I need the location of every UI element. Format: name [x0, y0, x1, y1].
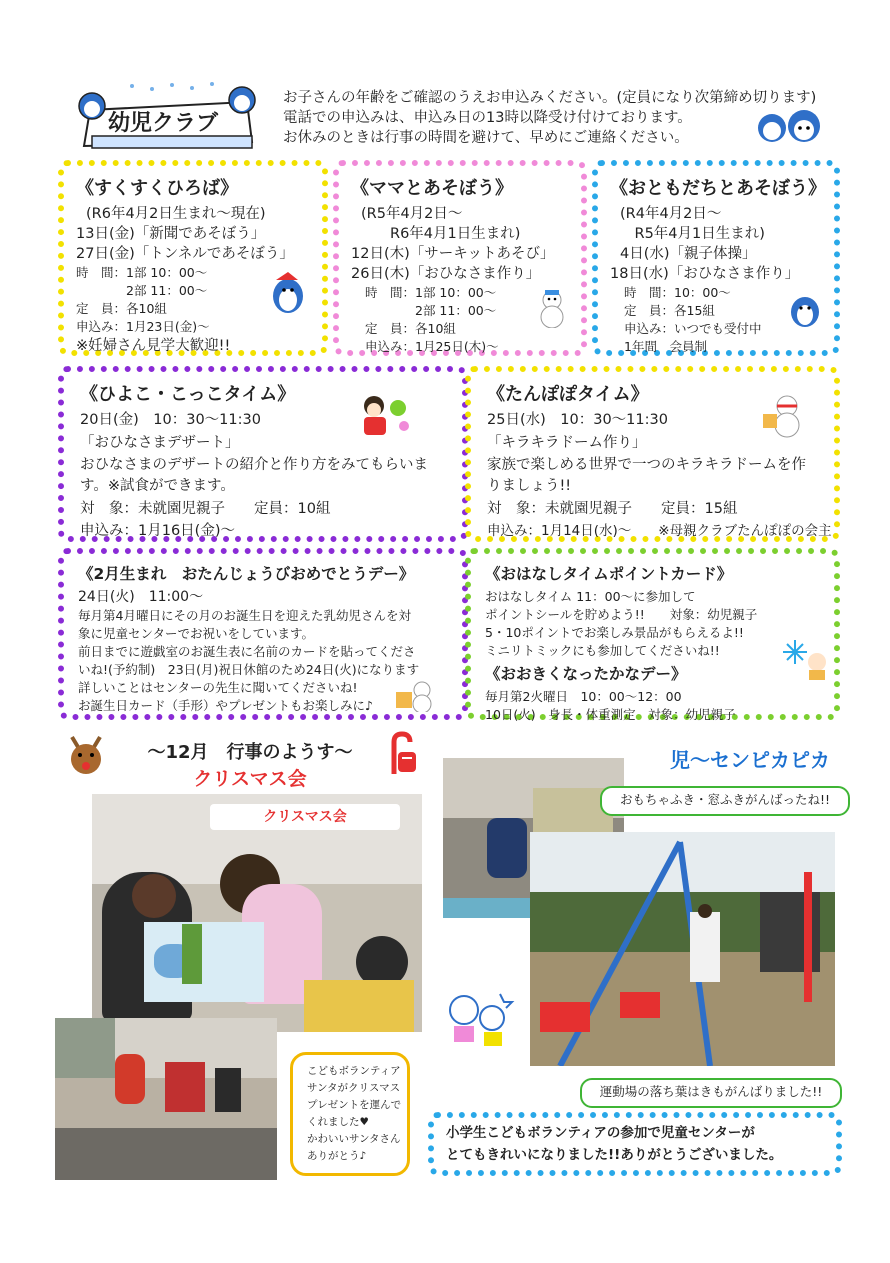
thanks-box	[428, 1112, 842, 1176]
hiyoko-date: 20日(金) 10：30〜11:30	[80, 412, 261, 428]
sukusuku-detail: 申込み：1月23日(金)〜	[76, 319, 210, 334]
hiyoko-title: 《ひよこ・こっこタイム》	[80, 384, 296, 405]
hiyoko-event: 「おひなさまデザート」	[80, 435, 240, 451]
otomodachi-box	[592, 160, 840, 356]
hiyoko-desc: おひなさまのデザートの紹介と作り方をみてもらいます。※試食ができます。	[80, 457, 428, 494]
otomodachi-event: 4日(水)「親子体操」	[620, 246, 757, 262]
tanpopo-box	[465, 366, 840, 542]
otomodachi-detail: 1年間 会員制	[624, 339, 707, 354]
birthday-line: 詳しいことはセンターの先生に聞いてくださいね!	[78, 680, 358, 695]
mama-title: 《ママとあそぼう》	[351, 178, 513, 199]
penguin-icon	[754, 104, 824, 154]
birthday-line: いね!(予約制) 23日(月)祝日休館のため24日(火)になります	[78, 662, 420, 677]
callout-toy-cleaning: おもちゃふき・窓ふきがんばったね!!	[600, 786, 850, 816]
thanks-line: 小学生こどもボランティアの参加で児童センターが	[446, 1125, 755, 1141]
christmas-party-photo	[92, 794, 422, 1032]
mama-age: R6年4月1日生まれ)	[361, 226, 521, 242]
otomodachi-age: R5年4月1日生まれ)	[620, 226, 765, 242]
christmas-banner	[210, 804, 400, 830]
jido-center-title: 児〜センピカピカ	[670, 748, 830, 772]
christmas-banner-text: クリスマス会	[263, 809, 347, 825]
hina-doll-icon	[354, 390, 414, 442]
mama-detail: 定 員：各10組	[365, 321, 456, 336]
bubble-line: かわいいサンタさん	[307, 1133, 401, 1145]
tanpopo-event: 「キラキラドーム作り」	[487, 435, 647, 451]
bubble-line: こどもボランティア	[307, 1065, 401, 1077]
club-logo	[72, 80, 262, 150]
birthday-date: 24日(火) 11:00〜	[78, 589, 204, 605]
santa-photo	[55, 1018, 277, 1180]
mama-detail: 時 間：1部 10：00〜	[365, 285, 497, 300]
callout-leaf-sweeping: 運動場の落ち葉はきもがんばりました!!	[580, 1078, 842, 1108]
thanks-line: とてもきれいになりました!!ありがとうございました。	[446, 1147, 783, 1163]
otomodachi-detail: 申込み：いつでも受付中	[624, 321, 762, 336]
mama-box	[333, 160, 587, 356]
otomodachi-age: (R4年4月2日〜	[620, 206, 722, 222]
ohanashi-box	[465, 548, 840, 720]
santa-bubble	[290, 1052, 410, 1176]
birthday-box	[58, 548, 468, 720]
birthday-line: 象に児童センターでお祝いをしています。	[78, 626, 315, 641]
okiku-line: 10日(火) 身長・体重測定 対象：幼児親子	[485, 707, 736, 722]
snow-child-icon	[783, 632, 829, 686]
tanpopo-desc: 家族で楽しめる世界で一つのキラキラドームを作りましょう!!	[487, 457, 806, 494]
sukusuku-age: (R6年4月2日生まれ〜現在)	[86, 206, 266, 222]
otomodachi-detail: 時 間：10：00〜	[624, 285, 731, 300]
notice-line: お休みのときは行事の時間を避けて、早めにご連絡ください。	[283, 130, 689, 146]
club-title: 幼児クラブ	[108, 111, 219, 136]
tanpopo-apply: 申込み：1月14日(水)〜 ※母親クラブたんぽぽの会主	[487, 523, 832, 539]
okiku-line: 毎月第2火曜日 10：00〜12：00	[485, 689, 682, 704]
cleaning-kids-icon	[440, 984, 520, 1052]
ohanashi-line: おはなしタイム 11：00〜に参加して	[485, 589, 696, 604]
birthday-line: 毎月第4月曜日にその月のお誕生日を迎えた乳幼児さんを対	[78, 608, 411, 623]
ohanashi-title: 《おはなしタイムポイントカード》	[485, 565, 733, 583]
snowman-icon	[761, 392, 807, 442]
penguin-icon	[270, 270, 306, 318]
hiyoko-target: 対 象：未就園児親子 定員：10組	[80, 501, 331, 517]
tanpopo-date: 25日(水) 10：30〜11:30	[487, 412, 668, 428]
sukusuku-title: 《すくすくひろば》	[76, 178, 239, 199]
bubble-line: プレゼントを運んで	[307, 1099, 402, 1111]
otomodachi-detail: 定 員：各15組	[624, 303, 715, 318]
report-heading: 〜12月 行事のようす〜	[147, 742, 353, 763]
sukusuku-detail: 時 間：1部 10：00〜	[76, 265, 208, 280]
hiyoko-box	[58, 366, 468, 542]
sukusuku-event: 13日(金)「新聞であそぼう」	[76, 226, 266, 242]
tanpopo-title: 《たんぽぽタイム》	[487, 384, 649, 405]
sukusuku-box	[58, 160, 328, 356]
mama-event: 12日(木)「サーキットあそび」	[351, 246, 555, 262]
birthday-line: 前日までに遊戯室のお誕生表に名前のカードを貼ってくださ	[78, 644, 416, 659]
reindeer-icon	[62, 733, 110, 783]
otomodachi-event: 18日(水)「おひなさま作り」	[610, 266, 800, 282]
notice-line: 電話での申込みは、申込み日の13時以降受け付けております。	[283, 110, 692, 126]
mama-detail: 2部 11：00〜	[365, 303, 497, 318]
notice-line: お子さんの年齢をご確認のうえお申込みください。(定員になり次第締め切ります)	[283, 90, 817, 106]
snowman-icon	[535, 288, 569, 332]
mama-event: 26日(木)「おひなさま作り」	[351, 266, 541, 282]
ohanashi-line: 5・10ポイントでお楽しみ景品がもらえるよ!!	[485, 625, 744, 640]
otomodachi-title: 《おともだちとあそぼう》	[610, 178, 826, 199]
birthday-line: お誕生日カード（手形）やプレゼントもお楽しみに♪	[78, 698, 373, 713]
playground-photo	[530, 832, 835, 1066]
ohanashi-line: ポイントシールを貯めよう!! 対象：幼児親子	[485, 607, 758, 622]
sukusuku-detail: 定 員：各10組	[76, 301, 167, 316]
bubble-line: ありがとう♪	[307, 1150, 367, 1162]
ohanashi-line: ミニリトミックにも参加してくださいね!!	[485, 643, 720, 658]
sukusuku-event: 27日(金)「トンネルであそぼう」	[76, 246, 294, 262]
candy-cane-icon	[382, 730, 422, 782]
christmas-title: クリスマス会	[193, 768, 307, 790]
mama-age: (R5年4月2日〜	[361, 206, 463, 222]
sukusuku-note: ※妊婦さん見学大歓迎!!	[76, 338, 231, 354]
mama-detail: 申込み：1月25日(木)〜	[365, 339, 499, 354]
birthday-title: 《2月生まれ おたんじょうびおめでとうデー》	[78, 565, 415, 583]
okiku-title: 《おおきくなったかなデー》	[485, 665, 687, 683]
bubble-line: サンタがクリスマス	[307, 1082, 401, 1094]
present-snowman-icon	[394, 678, 434, 716]
penguin-icon	[788, 290, 822, 332]
sukusuku-detail: 2部 11：00〜	[76, 283, 208, 298]
tanpopo-target: 対 象：未就園児親子 定員：15組	[487, 501, 738, 517]
hiyoko-apply: 申込み：1月16日(金)〜	[80, 523, 235, 539]
bubble-line: くれました♥	[307, 1116, 369, 1128]
